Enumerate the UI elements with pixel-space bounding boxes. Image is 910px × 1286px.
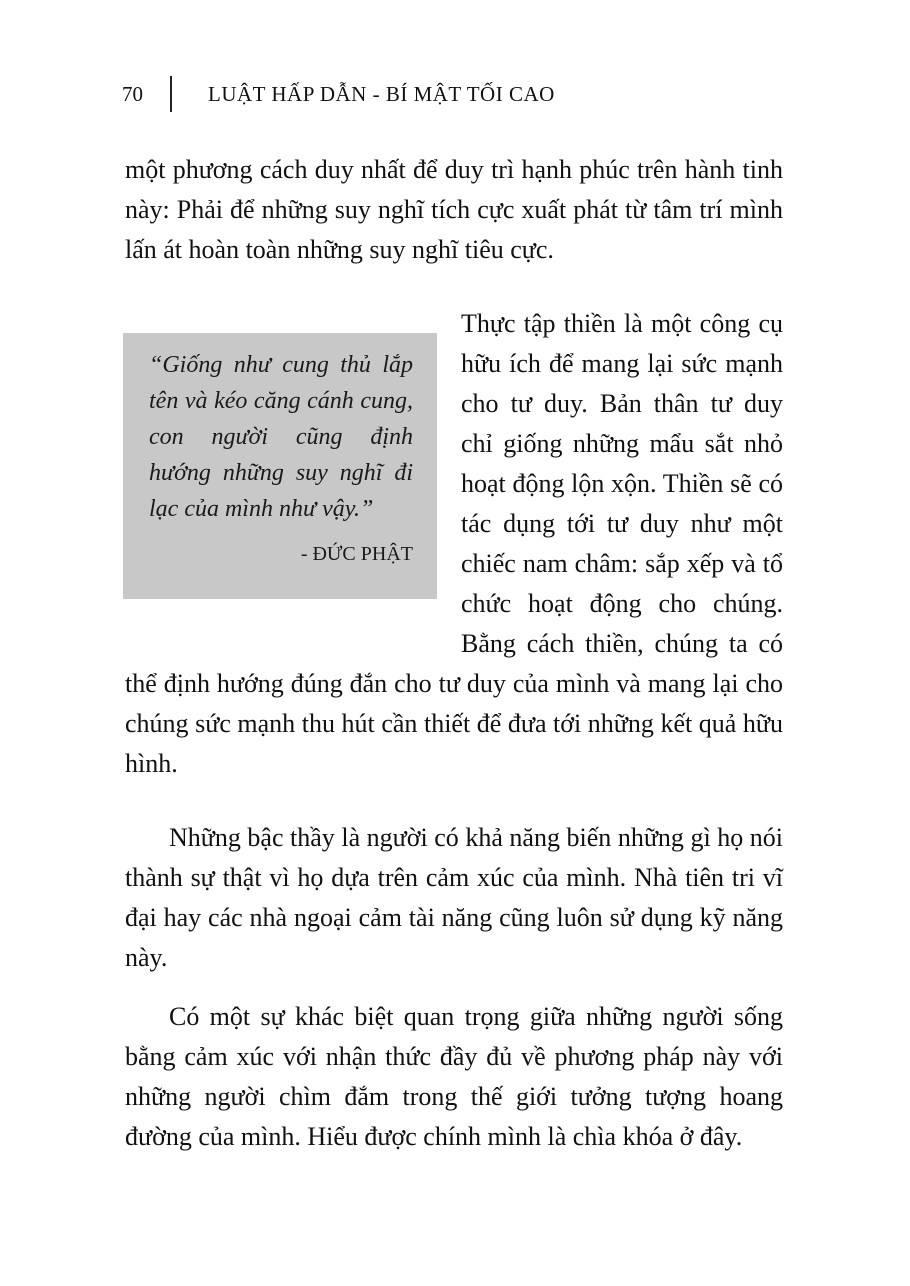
paragraph-intro: một phương cách duy nhất để duy trì hạnh phúc trên hành tinh này: Phải để những suy nghĩ tích cực xuất phát từ tâm trí mình lấn át hoàn toàn những suy nghĩ tiêu cực.: [125, 155, 783, 264]
paragraph-difference: Có một sự khác biệt quan trọng giữa những người sống bằng cảm xúc với nhận thức đầy đủ về phương pháp này với những người chìm đắm trong thế giới tưởng tượng hoang đường của mình. Hiểu được chính mình là chìa khóa ở đây.: [125, 1002, 783, 1151]
running-title: LUẬT HẤP DẪN - BÍ MẬT TỐI CAO: [208, 81, 555, 106]
paragraph-meditation-text: Thực tập thiền là một công cụ hữu ích để mang lại sức mạnh cho tư duy. Bản thân tư duy chỉ giống những mẩu sắt nhỏ hoạt động lộn xộn. Thiền sẽ có tác dụng tới tư duy như một chiếc nam châm: sắp xếp và tổ chức hoạt động cho chúng. Bằng cách thiền, chúng ta có thể định hướng đúng đắn cho tư duy của mình và mang lại cho chúng sức mạnh thu hút cần thiết để đưa tới những kết quả hữu hình.: [125, 309, 783, 778]
page-header: [122, 74, 555, 114]
header-divider: [170, 76, 172, 112]
pull-quote-box: [123, 333, 437, 599]
quote-author: - ĐỨC PHẬT: [300, 543, 413, 565]
paragraph-masters: Những bậc thầy là người có khả năng biến những gì họ nói thành sự thật vì họ dựa trên cảm xúc của mình. Nhà tiên tri vĩ đại hay các nhà ngoại cảm tài năng cũng luôn sử dụng kỹ năng này.: [125, 823, 783, 972]
quote-text: “Giống như cung thủ lắp tên và kéo căng cánh cung, con người cũng định hướng những suy nghĩ đi lạc của mình như vậy.”: [149, 352, 413, 522]
page-number: 70: [122, 81, 143, 106]
